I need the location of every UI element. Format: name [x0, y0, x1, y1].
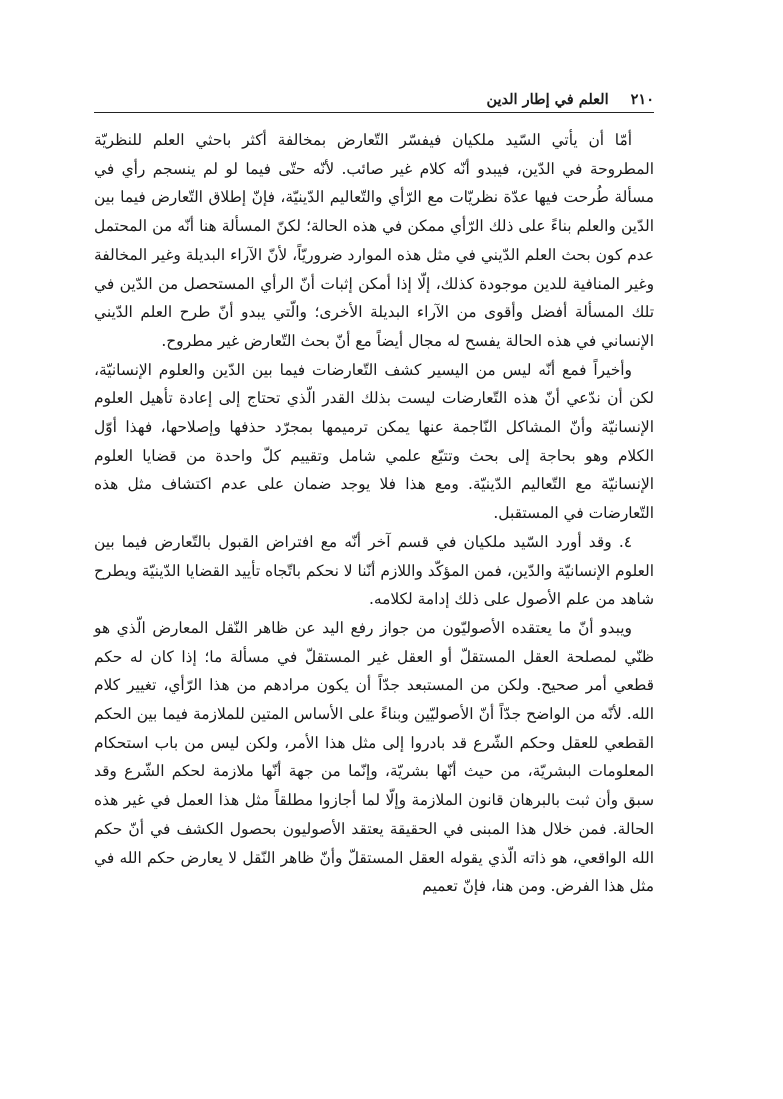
header-rule: [94, 112, 654, 113]
body-text: [94, 126, 654, 901]
paragraph: ويبدو أنّ ما يعتقده الأصوليّون من جواز رفع اليد عن ظاهر النّقل المعارض الّذي هو ظنّي لمصلحة العقل المستقلّ أو العقل غير المستقلّ في مسألة ما؛ إذا كان له حكم قطعي أمر صحيح. ولكن من المستبعد جدّاً أن يكون مرادهم من هذا الرّأي، تغيير كلام الله. لأنّه من الواضح جدّاً أنّ الأصوليّين وبناءً على الأساس المتين للملازمة فيما بين الحكم القطعي للعقل وحكم الشّرع قد بادروا إلى مثل هذا الأمر، ولكن ليس من باب استحكام المعلومات البشريّة، من حيث أنّها بشريّة، وإنّما من جهة أنّها ملازمة لحكم الشّرع وقد سبق وأن ثبت بالبرهان قانون الملازمة وإلّا لما أجازوا مطلقاً مثل هذا العمل في غير هذه الحالة. فمن خلال هذا المبنى في الحقيقة يعتقد الأصوليون بحصول الكشف في أنّ حكم الله الواقعي، هو ذاته الّذي يقوله العقل المستقلّ وأنّ ظاهر النّقل لا يعارض حكم الله في مثل هذا الفرض. ومن هنا، فإنّ تعميم: [94, 618, 654, 896]
paragraph: ٤. وقد أورد السّيد ملكيان في قسم آخر أنّه مع افتراض القبول بالتّعارض فيما بين العلوم الإنسانيّة والدّين، فمن المؤكّد واللازم أنّنا لا نحكم باتّجاه تأييد القضايا الدّينيّة ويطرح شاهد من علم الأصول على ذلك إدامة لكلامه.: [94, 532, 654, 609]
paragraph: وأخيراً فمع أنّه ليس من اليسير كشف التّعارضات فيما بين الدّين والعلوم الإنسانيّة، لكن أن ندّعي أنّ هذه التّعارضات ليست بذلك القدر الّذي تحتاج إلى إعادة تأهيل العلوم الإنسانيّة وأنّ المشاكل النّاجمة عنها يمكن ترميمها بمجرّد حذفها وإصلاحها، فهذا أوّل الكلام وهو بحاجة إلى بحث وتتبّع علمي شامل وتقييم كلّ واحدة من قضايا العلوم الإنسانيّة مع التّعاليم الدّينيّة. ومع هذا فلا يوجد ضمان على عدم اكتشاف مثل هذه التّعارضات في المستقبل.: [94, 360, 654, 523]
page-number: ٢١٠: [630, 91, 654, 108]
running-title: العلم في إطار الدين: [486, 91, 609, 108]
running-header: [94, 78, 654, 108]
paragraph: أمّا أن يأتي السّيد ملكيان فيفسّر التّعارض بمخالفة أكثر باحثي العلم للنظريّة المطروحة في الدّين، فيبدو أنّه كلام غير صائب. لأنّه حتّى فيما لو لم ينسجم رأي في مسألة طُرحت فيها عدّة نظريّات مع الرّأي والتّعاليم الدّينيّة، فإنّ إطلاق التّعارض فيما بين الدّين والعلم بناءً على ذلك الرّأي ممكن في هذه الحالة؛ لكنّ المسألة هنا أنّه من المحتمل عدم كون بحث العلم الدّيني في مثل هذه الموارد ضروريّاً، لأنّ الآراء البديلة وغير المخالفة وغير المنافية للدين موجودة كذلك، إلّا إذا أمكن إثبات أنّ الرأي المستحصل من الدّين في تلك المسألة أفضل وأقوى من الآراء البديلة الأخرى؛ والّتي يبدو أنّ طرح العلم الدّيني الإنساني في هذه الحالة يفسح له مجال أيضاً مع أنّ بحث التّعارض غير مطروح.: [94, 131, 654, 350]
